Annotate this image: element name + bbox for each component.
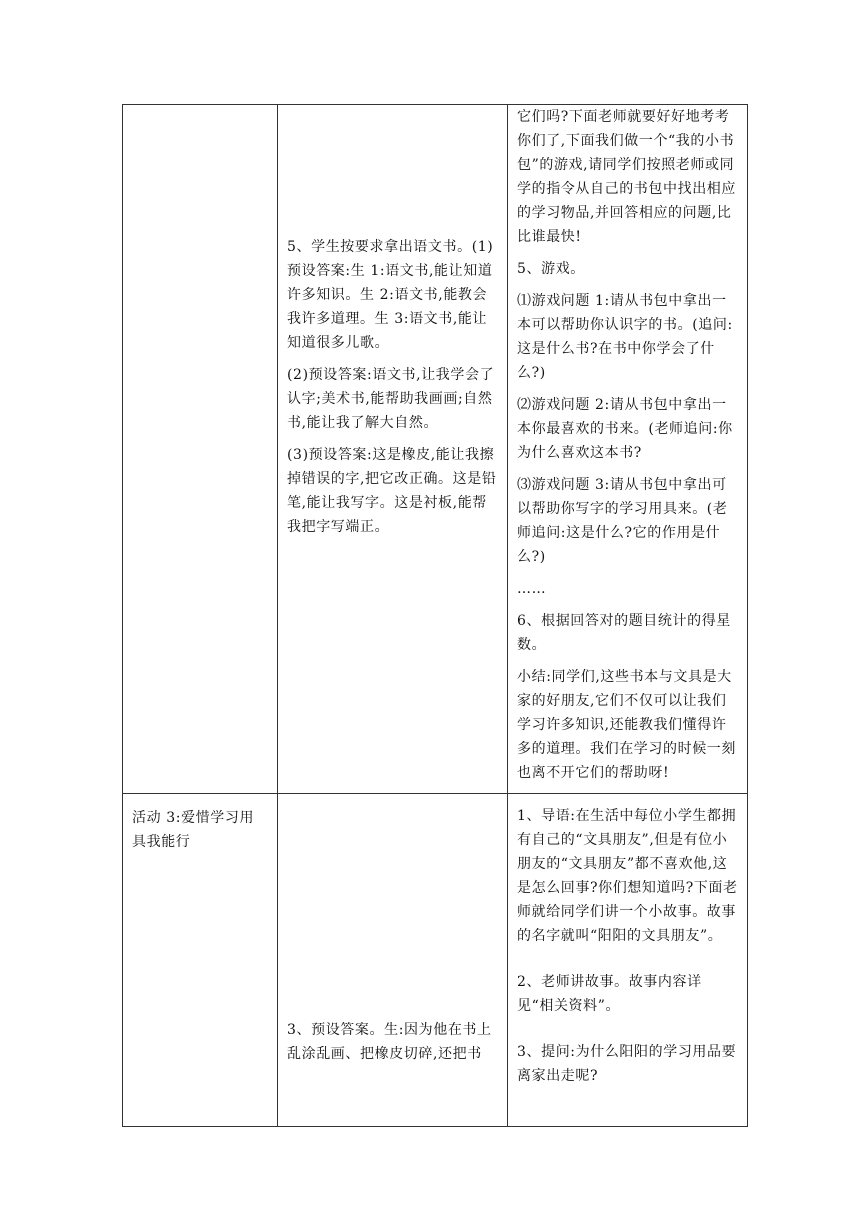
teacher-paragraph: 5、游戏。 <box>517 261 585 277</box>
teacher-activity-cell <box>508 105 748 794</box>
activity-cell <box>123 794 278 1127</box>
teacher-paragraph: ⑴游戏问题 1:请从书包中拿出一本可以帮助你认识字的书。(追问:这是什么书?在书中你学会了什么?) <box>517 293 733 381</box>
student-answer-paragraph: (3)预设答案:这是橡皮,能让我擦掉错误的字,把它改正确。这是铅笔,能让我写字。这是衬板,能帮我把字写端正。 <box>287 447 497 535</box>
table-row <box>123 794 748 1127</box>
activity-cell <box>123 105 278 794</box>
teacher-paragraph: ⑵游戏问题 2:请从书包中拿出一本你最喜欢的书来。(老师追问:你为什么喜欢这本书? <box>517 397 733 461</box>
table-row <box>123 105 748 794</box>
student-activity-cell <box>278 794 508 1127</box>
teacher-paragraph: 1、导语:在生活中每位小学生都拥有自己的“文具朋友”,但是有位小朋友的“文具朋友”都不喜欢他,这是怎么回事?你们想知道吗?下面老师就给同学们讲一个小故事。故事的名字就叫“阳阳的文具朋友”。 <box>517 808 738 944</box>
ellipsis-paragraph: …… <box>517 581 547 597</box>
student-answer-paragraph: 5、学生按要求拿出语文书。(1)预设答案:生 1:语文书,能让知道许多知识。生 2:语文书,能教会我许多道理。生 3:语文书,能让知道很多儿歌。 <box>287 239 494 351</box>
teacher-paragraph: 6、根据回答对的题目统计的得星数。 <box>517 613 731 653</box>
teacher-paragraph: ⑶游戏问题 3:请从书包中拿出可以帮助你写字的学习用具来。(老师追问:这是什么?它的作用是什么?) <box>517 477 728 565</box>
lesson-plan-table <box>122 104 748 1127</box>
activity-title: 活动 3:爱惜学习用具我能行 <box>132 810 255 850</box>
student-activity-cell <box>278 105 508 794</box>
teacher-paragraph: 它们吗?下面老师就要好好地考考你们了,下面我们做一个“我的小书包”的游戏,请同学们按照老师或同学的指令从自己的书包中找出相应的学习物品,并回答相应的问题,比比谁最快! <box>517 109 736 245</box>
teacher-paragraph: 2、老师讲故事。故事内容详见“相关资料”。 <box>517 974 702 1014</box>
teacher-activity-cell <box>508 794 748 1127</box>
student-answer-paragraph: (2)预设答案:语文书,让我学会了认字;美术书,能帮助我画画;自然书,能让我了解大自然。 <box>287 367 495 431</box>
summary-paragraph: 小结:同学们,这些书本与文具是大家的好朋友,它们不仅可以让我们学习许多知识,还能教我们懂得许多的道理。我们在学习的时候一刻也离不开它们的帮助呀! <box>517 669 736 781</box>
teacher-paragraph: 3、提问:为什么阳阳的学习用品要离家出走呢? <box>517 1044 737 1084</box>
student-answer-paragraph: 3、预设答案。生:因为他在书上乱涂乱画、把橡皮切碎,还把书 <box>287 1022 492 1062</box>
